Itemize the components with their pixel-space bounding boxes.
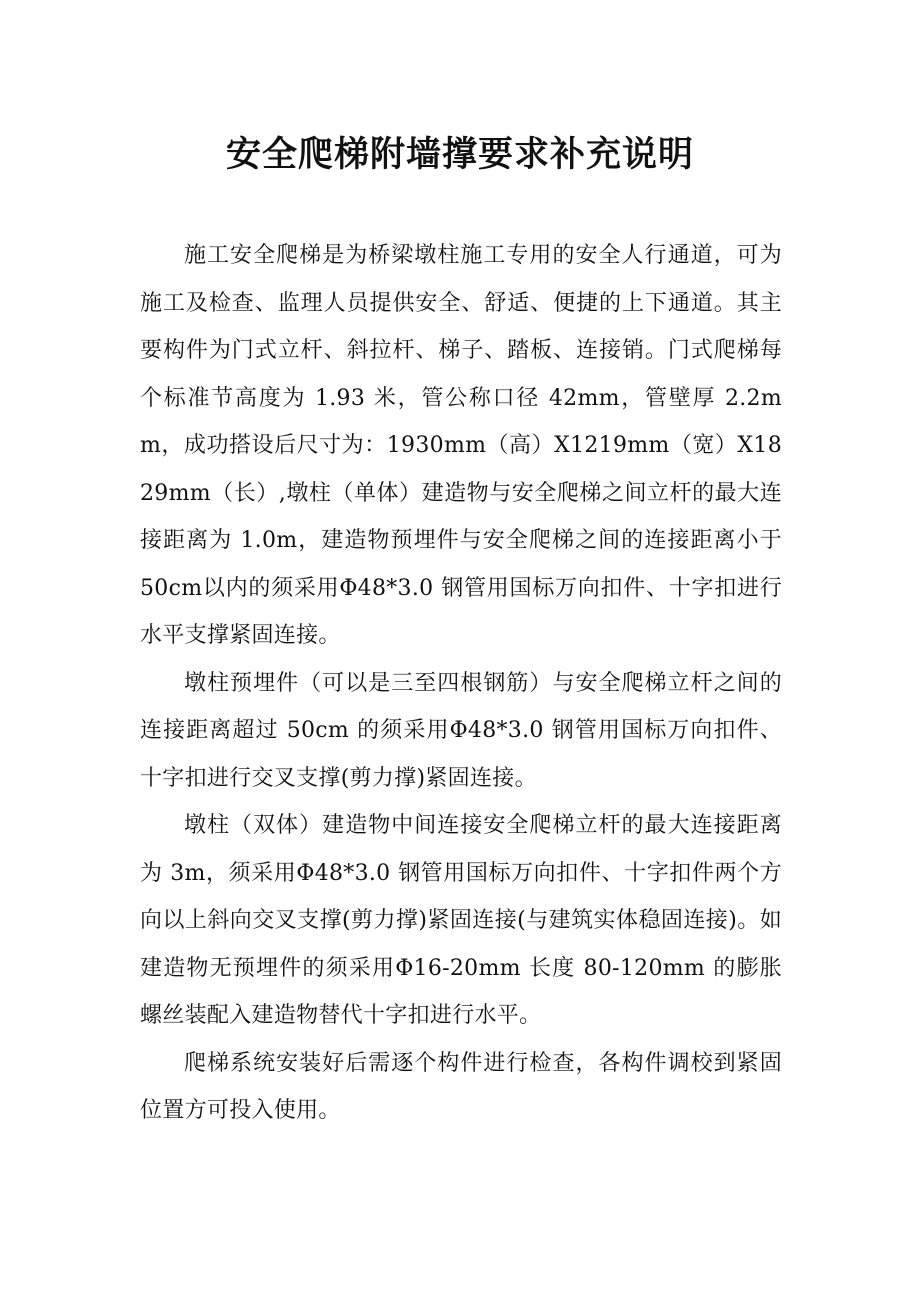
document-body [140,232,782,1135]
paragraph-1: 施工安全爬梯是为桥梁墩柱施工专用的安全人行通道，可为施工及检查、监理人员提供安全、舒适、便捷的上下通道。其主要构件为门式立杆、斜拉杆、梯子、踏板、连接销。门式爬梯每个标准节高度为 1.93 米，管公称口径 42mm，管壁厚 2.2mm，成功搭设后尺寸为：1930mm（高）X1219mm（宽）X1829mm（长）,墩柱（单体）建造物与安全爬梯之间立杆的最大连接距离为 1.0m，建造物预埋件与安全爬梯之间的连接距离小于 50cm以内的须采用Φ48*3.0 钢管用国标万向扣件、十字扣进行水平支撑紧固连接。 [140,243,782,648]
paragraph-2: 墩柱预埋件（可以是三至四根钢筋）与安全爬梯立杆之间的连接距离超过 50cm 的须采用Φ48*3.0 钢管用国标万向扣件、十字扣进行交叉支撑(剪力撑)紧固连接。 [140,670,782,791]
paragraph-3: 墩柱（双体）建造物中间连接安全爬梯立杆的最大连接距离为 3m，须采用Φ48*3.0 钢管用国标万向扣件、十字扣件两个方向以上斜向交叉支撑(剪力撑)紧固连接(与建筑实体稳固连接)。如建造物无预埋件的须采用Φ16-20mm 长度 80-120mm 的膨胀螺丝装配入建造物替代十字扣进行水平。 [140,813,782,1028]
document-title: 安全爬梯附墙撑要求补充说明 [225,134,694,175]
paragraph-4: 爬梯系统安装好后需逐个构件进行检查，各构件调校到紧固位置方可投入使用。 [140,1050,782,1123]
